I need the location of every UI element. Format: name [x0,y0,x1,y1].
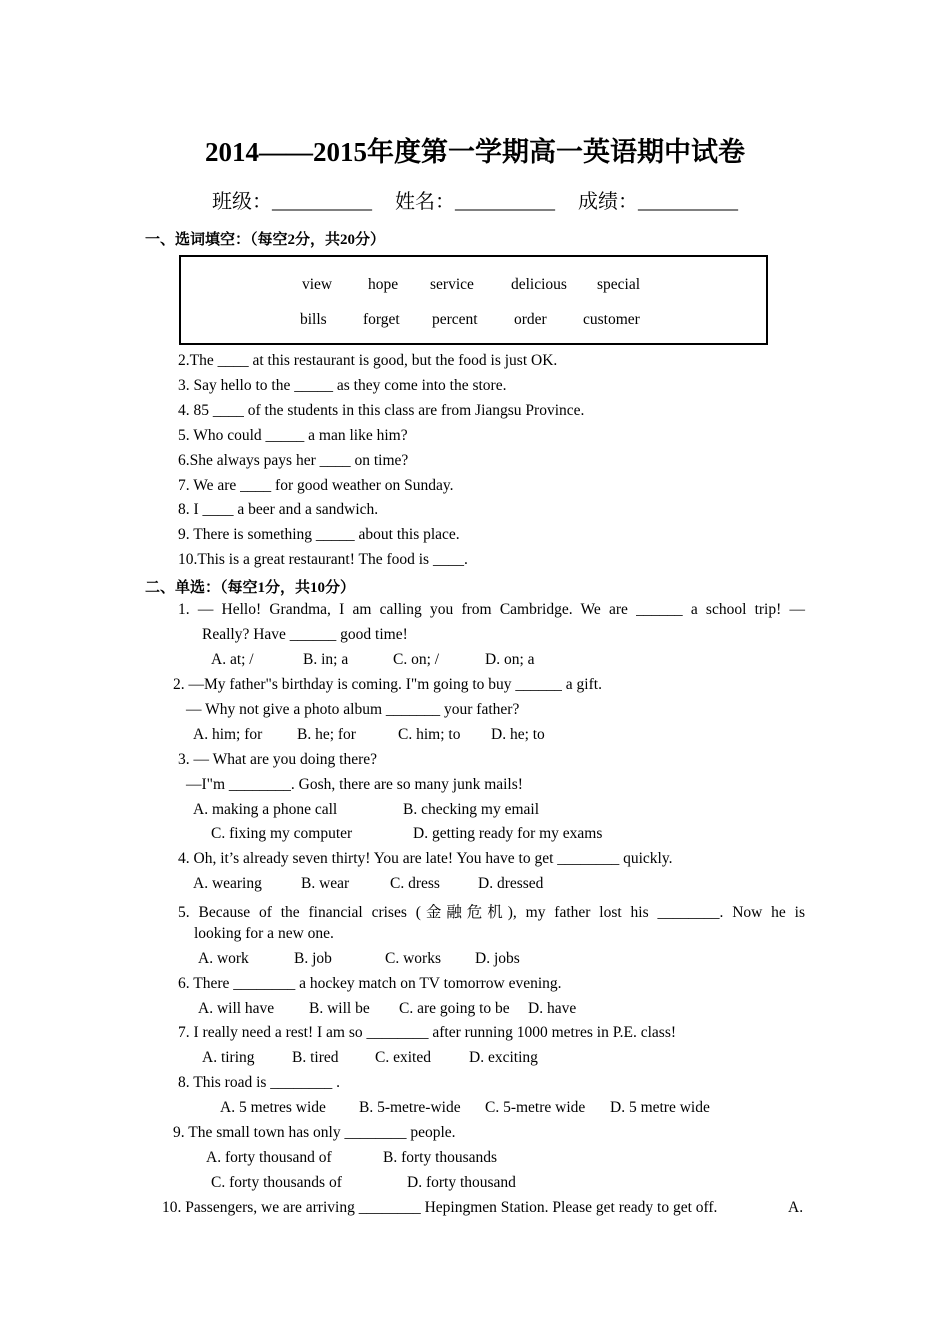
mc-question-4: 4. Oh, it’s already seven thirty! You are late! You have to get ________ quickly. [178,850,673,867]
mc-option: A. making a phone call [193,801,338,818]
word-bank-item: customer [583,311,640,328]
word-bank-item: bills [300,311,327,328]
fill-question: 7. We are ____ for good weather on Sunday. [178,477,454,494]
mc-question-1: 1. — Hello! Grandma, I am calling you from Cambridge. We are ______ a school trip! — [178,601,805,618]
mc-option: B. job [294,950,332,967]
mc-option: B. wear [301,875,350,892]
mc-option: D. he; to [491,726,545,743]
mc-option: A. him; for [193,726,263,743]
mc-option: B. forty thousands [383,1149,498,1166]
score-field: 成绩：__________ [578,191,738,213]
word-bank-item: delicious [511,276,567,293]
mc-option: C. 5-metre wide [485,1099,586,1116]
mc-option: B. will be [309,1000,370,1017]
fill-question: 6.She always pays her ____ on time? [178,452,409,469]
mc-question-2-cont: — Why not give a photo album _______ your father? [186,701,520,718]
mc-question-9: 9. The small town has only ________ people. [173,1124,456,1141]
mc-option: B. checking my email [403,801,540,818]
mc-option: D. 5 metre wide [610,1099,710,1116]
mc-option: A. work [198,950,249,967]
mc-option: C. on; / [393,651,440,668]
mc-question-8: 8. This road is ________ . [178,1074,341,1091]
word-bank-item: order [514,311,547,328]
mc-option: D. getting ready for my exams [413,825,603,842]
mc-option: A. 5 metres wide [220,1099,326,1116]
mc-question-3: 3. — What are you doing there? [178,751,377,768]
word-bank-item: special [597,276,641,293]
mc-option: C. fixing my computer [211,825,353,842]
mc-option: D. exciting [469,1049,538,1066]
mc-option: C. are going to be [399,1000,510,1017]
mc-option: A. [788,1199,804,1216]
fill-question: 9. There is something _____ about this place. [178,526,460,543]
mc-question-10: 10. Passengers, we are arriving ________ Hepingmen Station. Please get ready to get off. [162,1199,718,1216]
mc-option: A. forty thousand of [206,1149,332,1166]
mc-option: B. 5-metre-wide [359,1099,461,1116]
mc-option: B. tired [292,1049,339,1066]
word-bank-item: service [430,276,474,293]
class-field: 班级：__________ [212,191,372,213]
word-bank-item: hope [368,276,399,293]
mc-option: D. forty thousand [407,1174,516,1191]
fill-question: 10.This is a great restaurant! The food is ____. [178,551,468,568]
mc-question-5-cont: looking for a new one. [194,925,334,942]
student-info-fields [0,185,950,214]
word-bank-box [179,255,768,345]
mc-question-7: 7. I really need a rest! I am so ________ after running 1000 metres in P.E. class! [178,1024,677,1041]
mc-option: A. will have [198,1000,275,1017]
mc-option: A. wearing [193,875,262,892]
word-bank-item: forget [363,311,400,328]
fill-question: 5. Who could _____ a man like him? [178,427,408,444]
mc-option: B. he; for [297,726,356,743]
mc-question-5: 5. Because of the financial crises (金融危机), my father lost his ________. Now he is [178,904,805,921]
mc-question-2: 2. —My father"s birthday is coming. I"m going to buy ______ a gift. [173,676,602,693]
word-bank-item: view [302,276,333,293]
fill-question: 2.The ____ at this restaurant is good, but the food is just OK. [178,352,558,369]
section1-heading: 一、选词填空：（每空2分，共20分） [145,232,386,248]
mc-option: D. on; a [485,651,535,668]
fill-question: 3. Say hello to the _____ as they come into the store. [178,377,507,394]
fill-question: 8. I ____ a beer and a sandwich. [178,501,379,518]
mc-question-3-cont: —I"m ________. Gosh, there are so many junk mails! [186,776,523,793]
mc-option: D. dressed [478,875,544,892]
mc-question-1-cont: Really? Have ______ good time! [202,626,408,643]
mc-option: A. at; / [211,651,254,668]
page-title: 2014——2015年度第一学期高一英语期中试卷 [205,137,745,167]
section2-heading: 二、单选：（每空1分，共10分） [145,580,356,596]
mc-option: C. forty thousands of [211,1174,342,1191]
mc-question-6: 6. There ________ a hockey match on TV tomorrow evening. [178,975,562,992]
mc-option: C. him; to [398,726,461,743]
mc-option: C. exited [375,1049,431,1066]
fill-question: 4. 85 ____ of the students in this class are from Jiangsu Province. [178,402,585,419]
word-bank-item: percent [432,311,478,328]
mc-option: B. in; a [303,651,349,668]
mc-option: A. tiring [202,1049,255,1066]
mc-option: D. jobs [475,950,520,967]
mc-option: C. works [385,950,441,967]
name-field: 姓名：__________ [395,191,555,213]
mc-option: C. dress [390,875,440,892]
mc-option: D. have [528,1000,577,1017]
